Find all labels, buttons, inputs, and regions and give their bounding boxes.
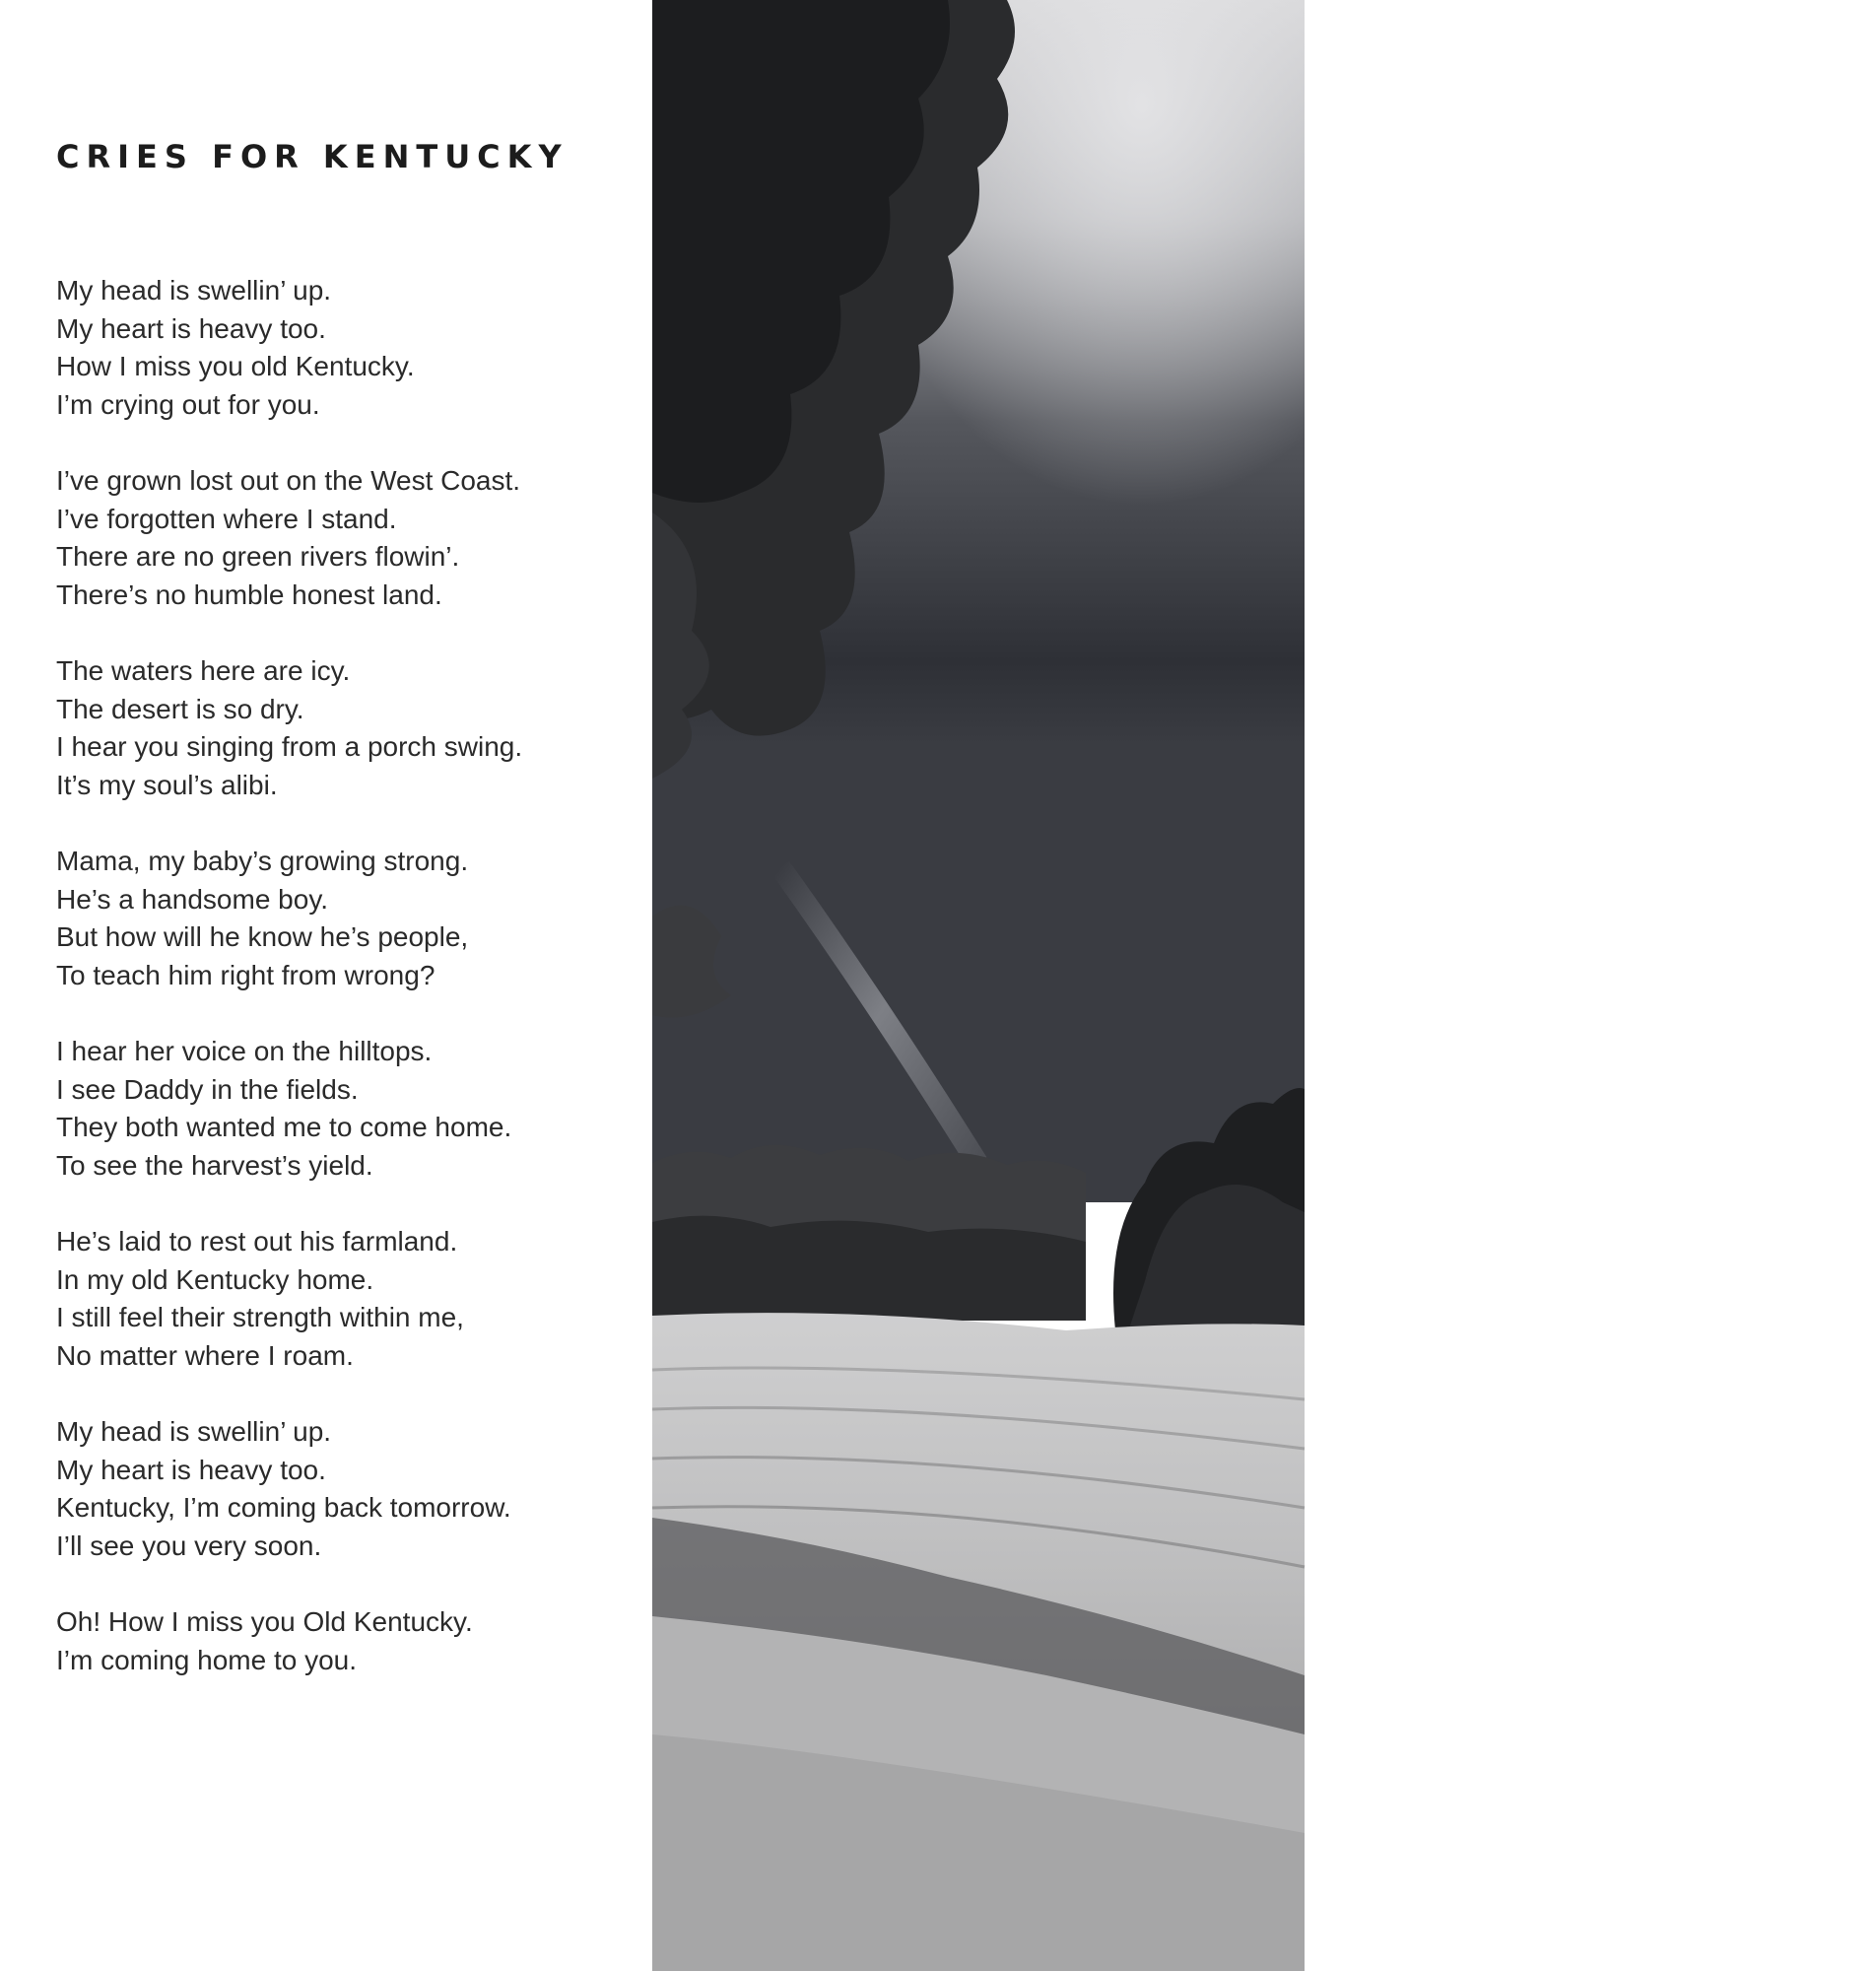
poem-line: My head is swellin’ up. bbox=[56, 1416, 332, 1447]
poem-line: The desert is so dry. bbox=[56, 693, 304, 724]
poem-line: To see the harvest’s yield. bbox=[56, 1149, 373, 1181]
poem-line: In my old Kentucky home. bbox=[56, 1263, 374, 1295]
page-number: 8 bbox=[1854, 1863, 1868, 1886]
poem-line: I’ve forgotten where I stand. bbox=[56, 503, 397, 534]
poem-line: I’m coming home to you. bbox=[56, 1644, 358, 1675]
poem-line: I see Daddy in the fields. bbox=[56, 1073, 359, 1105]
poem-line: It’s my soul’s alibi. bbox=[56, 769, 278, 800]
landscape-illustration bbox=[652, 0, 1305, 1971]
stanza bbox=[56, 1603, 637, 1679]
landscape-photo bbox=[652, 0, 1868, 1971]
poem-line: I hear her voice on the hilltops. bbox=[56, 1036, 433, 1066]
poem-line: I’m crying out for you. bbox=[56, 388, 320, 420]
poem-line: The waters here are icy. bbox=[56, 655, 351, 686]
poem-line: He’s laid to rest out his farmland. bbox=[56, 1226, 458, 1257]
poem-title: CRIES FOR KENTUCKY bbox=[56, 138, 569, 175]
poem-body bbox=[56, 272, 637, 1718]
stanza bbox=[56, 1223, 637, 1375]
poem-line: Oh! How I miss you Old Kentucky. bbox=[56, 1606, 473, 1637]
poem-line: How I miss you old Kentucky. bbox=[56, 351, 415, 381]
poem-line: I’ve grown lost out on the West Coast. bbox=[56, 465, 521, 496]
poem-line: There are no green rivers flowin’. bbox=[56, 541, 460, 572]
stanza bbox=[56, 843, 637, 994]
poem-line: My head is swellin’ up. bbox=[56, 275, 332, 306]
poem-line: I hear you singing from a porch swing. bbox=[56, 731, 523, 762]
stanza bbox=[56, 462, 637, 614]
stanza bbox=[56, 652, 637, 804]
poem-line: They both wanted me to come home. bbox=[56, 1112, 512, 1142]
poem-line: Mama, my baby’s growing strong. bbox=[56, 846, 469, 876]
poem-line: I’ll see you very soon. bbox=[56, 1529, 322, 1561]
stanza bbox=[56, 1033, 637, 1185]
poem-line: My heart is heavy too. bbox=[56, 1454, 326, 1485]
poem-line: Kentucky, I’m coming back tomorrow. bbox=[56, 1492, 511, 1523]
poem-line: To teach him right from wrong? bbox=[56, 959, 436, 990]
poem-line: I still feel their strength within me, bbox=[56, 1302, 464, 1332]
poem-line: My heart is heavy too. bbox=[56, 312, 326, 344]
poem-line: But how will he know he’s people, bbox=[56, 921, 469, 952]
stanza bbox=[56, 1413, 637, 1565]
stanza bbox=[56, 272, 637, 424]
poem-line: There’s no humble honest land. bbox=[56, 578, 442, 610]
poem-line: No matter where I roam. bbox=[56, 1339, 354, 1371]
text-column bbox=[0, 0, 652, 1971]
poem-line: He’s a handsome boy. bbox=[56, 883, 329, 915]
